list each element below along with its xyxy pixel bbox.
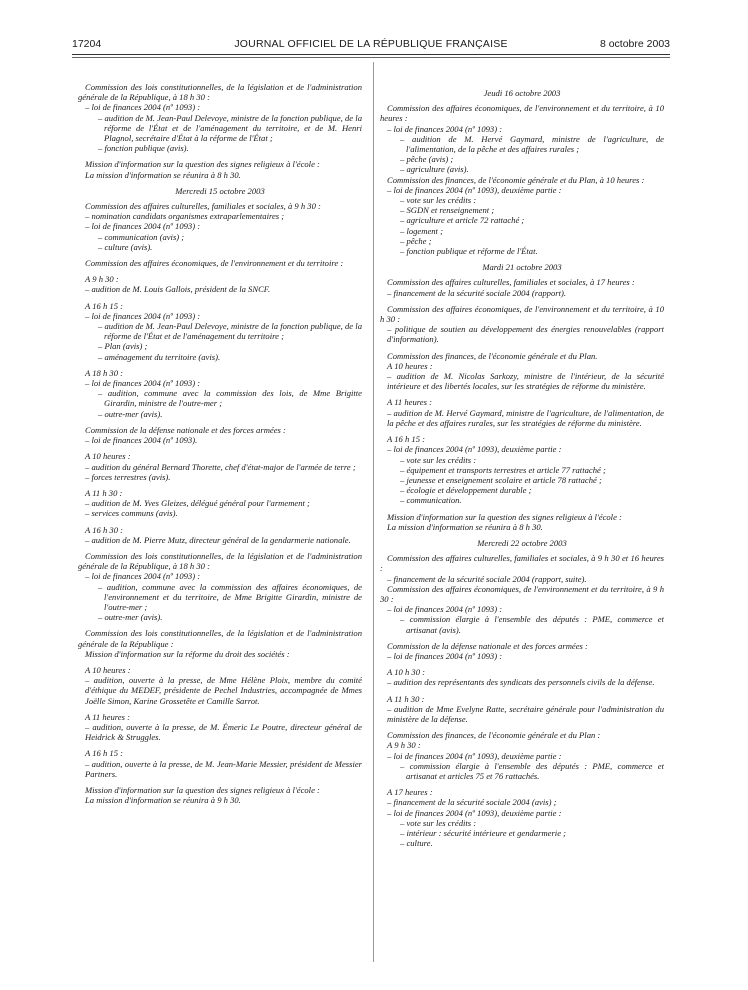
agenda-line: – intérieur : sécurité intérieure et gendarmerie ; xyxy=(400,828,567,838)
agenda-line: A 17 heures : xyxy=(387,787,433,798)
agenda-line: – logement ; xyxy=(400,225,443,236)
agenda-line: – aménagement du territoire (avis). xyxy=(98,351,221,362)
header-rule-secondary xyxy=(72,57,670,58)
agenda-line: Mission d'information sur la question des signes religieux à l'école : xyxy=(85,784,320,795)
agenda-line: – loi de finances 2004 (nº 1093) : xyxy=(85,571,201,582)
agenda-line: – communication. xyxy=(400,495,462,506)
journal-title: JOURNAL OFFICIEL DE LA RÉPUBLIQUE FRANÇAISE xyxy=(234,38,508,50)
agenda-line: – audition des représentants des syndicats des personnels civils de la défense. xyxy=(387,677,655,688)
agenda-line: A 16 h 15 : xyxy=(387,434,426,445)
agenda-line: Commission des lois constitutionnelles, de la législation et de l'administration générale de la République, à 18 h 30 : xyxy=(78,82,362,103)
agenda-line: Commission de la défense nationale et des forces armées : xyxy=(387,640,588,651)
agenda-line: – culture. xyxy=(400,838,433,849)
agenda-line: – jeunesse et enseignement scolaire et article 78 rattaché ; xyxy=(400,474,602,485)
agenda-line: Commission des affaires culturelles, familiales et sociales, à 17 heures : xyxy=(387,277,635,288)
date-heading: Mercredi 22 octobre 2003 xyxy=(477,537,567,548)
right-column xyxy=(380,82,664,962)
agenda-line: A 11 heures : xyxy=(85,711,130,722)
agenda-line: – services communs (avis). xyxy=(85,508,178,519)
agenda-line: – loi de finances 2004 (nº 1093), deuxième partie : xyxy=(387,807,562,818)
date-heading: Mardi 21 octobre 2003 xyxy=(482,262,562,273)
agenda-line: – SGDN et renseignement ; xyxy=(400,205,495,216)
agenda-line: – loi de finances 2004 (nº 1093) : xyxy=(85,221,201,232)
agenda-line: – financement de la sécurité sociale 2004 (avis) ; xyxy=(387,797,557,808)
agenda-line: A 9 h 30 : xyxy=(85,274,119,285)
agenda-line: A 11 h 30 : xyxy=(85,487,123,498)
page-number: 17204 xyxy=(72,38,102,50)
agenda-line: A 16 h 15 : xyxy=(85,748,124,759)
agenda-line: – audition de M. Jean-Paul Delevoye, ministre de la fonction publique, de la réforme de l'État et de l'aménagement du territoire, et de M. Henri Plagnol, secrétaire d'État à la réforme de l'État ; xyxy=(98,112,362,144)
agenda-line: – écologie et développement durable ; xyxy=(400,485,532,496)
agenda-line: Commission des affaires économiques, de l'environnement et du territoire, à 9 h 30 : xyxy=(380,583,664,604)
agenda-line: Mission d'information sur la réforme du droit des sociétés : xyxy=(85,648,290,659)
agenda-line: – loi de finances 2004 (nº 1093) : xyxy=(387,123,503,134)
agenda-line: – audition de Mme Evelyne Ratte, secrétaire générale pour l'administration du ministère de la défense. xyxy=(387,703,664,724)
agenda-line: – audition, commune avec la commission des affaires économiques, de l'environnement et du territoire, de Mme Brigitte Girardin, ministre de l'outre-mer ; xyxy=(98,581,362,612)
agenda-line: – audition, ouverte à la presse, de M. Jean-Marie Messier, président de Messier Partners. xyxy=(85,758,362,779)
agenda-line: Mission d'information sur la question des signes religieux à l'école : xyxy=(85,159,320,170)
agenda-line: A 11 heures : xyxy=(387,397,432,408)
agenda-line: A 18 h 30 : xyxy=(85,367,124,378)
agenda-line: La mission d'information se réunira à 8 h 30. xyxy=(387,521,543,532)
agenda-line: – équipement et transports terrestres et article 77 rattaché ; xyxy=(400,464,606,475)
agenda-line: – forces terrestres (avis). xyxy=(85,471,171,482)
agenda-line: Commission des affaires culturelles, familiales et sociales, à 9 h 30 et 16 heures : xyxy=(380,553,664,574)
agenda-line: – financement de la sécurité sociale 2004 (rapport). xyxy=(387,287,567,298)
agenda-line: Commission des lois constitutionnelles, de la législation et de l'administration générale de la République : xyxy=(78,628,362,649)
agenda-line: – vote sur les crédits : xyxy=(400,454,477,465)
agenda-line: A 11 h 30 : xyxy=(387,693,425,704)
agenda-line: – outre-mer (avis). xyxy=(98,612,163,623)
agenda-line: A 10 h 30 : xyxy=(387,667,426,678)
agenda-line: – fonction publique (avis). xyxy=(98,143,189,154)
agenda-line: – audition de M. Nicolas Sarkozy, ministre de l'intérieur, de la sécurité intérieure et des libertés locales, sur les stratégies de réforme du ministère. xyxy=(387,371,664,392)
agenda-line: Commission des affaires économiques, de l'environnement et du territoire, à 10 h 30 : xyxy=(380,303,664,325)
agenda-line: – audition de M. Pierre Mutz, directeur général de la gendarmerie nationale. xyxy=(85,534,351,545)
agenda-line: A 10 heures : xyxy=(387,360,433,371)
agenda-line: – pêche (avis) ; xyxy=(400,154,454,165)
agenda-line: – agriculture et article 72 rattaché ; xyxy=(400,215,525,226)
agenda-line: La mission d'information se réunira à 9 h 30. xyxy=(85,795,241,806)
agenda-line: – commission élargie à l'ensemble des députés : PME, commerce et artisanat (avis). xyxy=(400,614,664,635)
agenda-line: – audition du général Bernard Thorette, chef d'état-major de l'armée de terre ; xyxy=(85,461,356,472)
agenda-line: – communication (avis) ; xyxy=(98,231,185,242)
agenda-line: – agriculture (avis). xyxy=(400,164,469,175)
agenda-line: – loi de finances 2004 (nº 1093) : xyxy=(387,650,503,661)
agenda-line: – culture (avis). xyxy=(98,241,153,252)
agenda-line: – politique de soutien au développement des énergies renouvelables (rapport d'information). xyxy=(387,324,664,345)
left-column xyxy=(78,82,362,962)
agenda-line: – loi de finances 2004 (nº 1093) : xyxy=(85,102,201,113)
agenda-line: – audition, ouverte à la presse, de M. Émeric Le Poutre, directeur général de Heidrick & Struggles. xyxy=(85,721,362,743)
agenda-line: – loi de finances 2004 (nº 1093) : xyxy=(85,378,201,389)
agenda-line: – loi de finances 2004 (nº 1093), deuxième partie : xyxy=(387,184,562,195)
agenda-line: – loi de finances 2004 (nº 1093) : xyxy=(387,604,503,615)
agenda-line: – outre-mer (avis). xyxy=(98,408,163,419)
agenda-line: – audition, commune avec la commission des lois, de Mme Brigitte Girardin, ministre de l'outre-mer ; xyxy=(98,388,362,409)
agenda-line: – fonction publique et réforme de l'État. xyxy=(400,246,538,257)
agenda-line: – financement de la sécurité sociale 2004 (rapport, suite). xyxy=(387,573,587,584)
agenda-line: – audition de M. Jean-Paul Delevoye, ministre de la fonction publique, de la réforme de l'État et de l'aménagement du territoire ; xyxy=(98,321,362,342)
agenda-line: – loi de finances 2004 (nº 1093), deuxième partie : xyxy=(387,750,562,761)
agenda-line: Commission de la défense nationale et des forces armées : xyxy=(85,424,286,435)
agenda-line: – Plan (avis) ; xyxy=(98,341,148,352)
agenda-line: Commission des finances, de l'économie générale et du Plan : xyxy=(387,730,601,741)
agenda-line: – pêche ; xyxy=(400,235,432,246)
page-header xyxy=(72,38,670,52)
agenda-line: Commission des finances, de l'économie générale et du Plan. xyxy=(387,350,598,361)
agenda-line: – audition, ouverte à la presse, de Mme Hélène Ploix, membre du comité d'éthique du MEDEF, présidente de Pechel Industries, accompagnée de Mmes Joëlle Simon, Karine Grossetête et Camille Sarrot. xyxy=(85,675,362,706)
agenda-line: – loi de finances 2004 (nº 1093) : xyxy=(85,310,201,321)
header-rule xyxy=(72,54,670,55)
agenda-line: – loi de finances 2004 (nº 1093). xyxy=(85,435,198,446)
agenda-line: Commission des affaires culturelles, familiales et sociales, à 9 h 30 : xyxy=(85,201,321,212)
agenda-line: Commission des affaires économiques, de l'environnement et du territoire : xyxy=(85,258,344,269)
agenda-line: – loi de finances 2004 (nº 1093), deuxième partie : xyxy=(387,444,562,455)
agenda-line: – audition de M. Yves Gleizes, délégué général pour l'armement ; xyxy=(85,498,310,509)
agenda-line: Commission des lois constitutionnelles, de la législation et de l'administration générale de la République, à 18 h 30 : xyxy=(78,550,362,572)
agenda-line: A 16 h 30 : xyxy=(85,524,124,535)
agenda-line: – commission élargie à l'ensemble des députés : PME, commerce et artisanat et articles 75 et 76 rattachés. xyxy=(400,760,664,781)
agenda-line: A 16 h 15 : xyxy=(85,300,124,311)
agenda-line: – vote sur les crédits : xyxy=(400,195,477,206)
agenda-line: – vote sur les crédits : xyxy=(400,817,477,828)
agenda-line: – audition de M. Louis Gallois, président de la SNCF. xyxy=(85,284,271,295)
agenda-line: Commission des affaires économiques, de l'environnement et du territoire, à 10 heures : xyxy=(380,103,664,124)
date-heading: Jeudi 16 octobre 2003 xyxy=(483,88,561,98)
agenda-line: Mission d'information sur la question des signes religieux à l'école : xyxy=(387,511,622,522)
agenda-line: – audition de M. Hervé Gaymard, ministre de l'agriculture, de l'alimentation, de la pêche et des affaires rurales ; xyxy=(400,133,664,155)
date-heading: Mercredi 15 octobre 2003 xyxy=(175,185,265,196)
agenda-line: A 10 heures : xyxy=(85,664,131,675)
agenda-line: Commission des finances, de l'économie générale et du Plan, à 10 heures : xyxy=(387,174,645,185)
agenda-line: La mission d'information se réunira à 8 h 30. xyxy=(85,169,241,180)
agenda-line: – nomination candidats organismes extraparlementaires ; xyxy=(85,211,285,222)
issue-date: 8 octobre 2003 xyxy=(599,38,670,50)
agenda-line: A 9 h 30 : xyxy=(387,740,421,751)
agenda-line: A 10 heures : xyxy=(85,451,131,462)
agenda-line: – audition de M. Hervé Gaymard, ministre de l'agriculture, de l'alimentation, de la pêche et des affaires rurales, sur les stratégies de réforme du ministère. xyxy=(387,407,664,428)
column-divider xyxy=(373,62,374,962)
